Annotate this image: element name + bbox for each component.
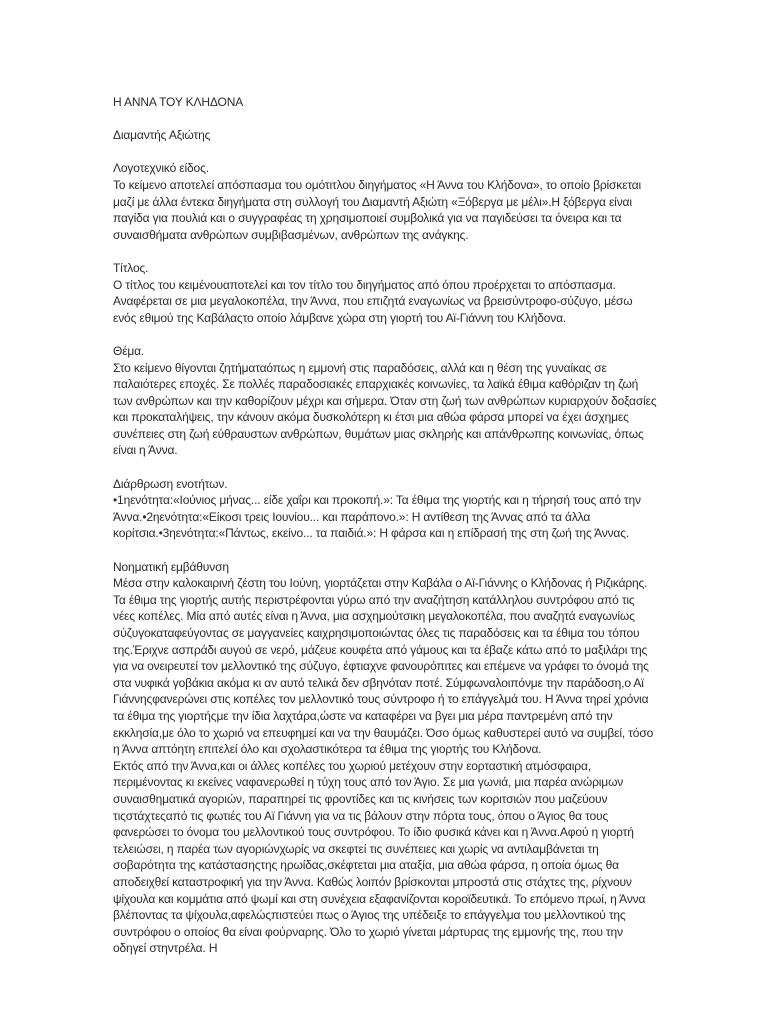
section-heading: Νοηματική εμβάθυνση: [113, 559, 229, 574]
section-heading: Λογοτεχνικό είδος.: [113, 161, 209, 176]
section-paragraph: Το κείμενο αποτελεί απόσπασμα του ομότιτλου διηγήματος «Η Άννα του Κλήδονα», το οποίο βρίσκεται μαζί με άλλα έντεκα διηγήματα στη συλλογή του Διαμαντή Αξιώτη «Ξόβεργα με μέλι».Η ξόβεργα είναι παγίδα για πουλιά και ο συγγραφέας τη χρησιμοποιεί συμβολικά για να παγιδεύσει τα όνειρα και τα συναισθήματα ανθρώπων συμβιβασμένων, ανθρώπων της ανάγκης.: [113, 177, 642, 242]
section-heading: Θέμα.: [113, 343, 145, 358]
section-title: [113, 260, 658, 326]
section-structure: [113, 476, 658, 542]
section-paragraph: •1ηενότητα:«Ιούνιος μήνας... είδε χαΐρι και προκοπή.»: Τα έθιμα της γιορτής και η τήρησή τους από την Άννα.•2ηενότητα:«Είκοσι τρεις Ιουνίου... και παράπονο.»: Η αντίθεση της Άννας από τα άλλα κορίτσια.•3ηενότητα:«Πάντως, εκείνο... τα παιδιά.»: Η φάρσα και η επίδρασή της στη ζωή της Άννας.: [113, 493, 641, 541]
document-title: Η ΑΝΝΑ ΤΟΥ ΚΛΗΔΟΝΑ: [113, 95, 244, 109]
section-heading: Τίτλος.: [113, 260, 149, 275]
section-genre: [113, 160, 658, 243]
section-heading: Διάρθρωση ενοτήτων.: [113, 476, 228, 491]
section-paragraph: Ο τίτλος του κειμένουαποτελεί και τον τίτλο του διηγήματος από όπου προέρχεται το απόσπασμα. Αναφέρεται σε μια μεγαλοκοπέλα, την Άννα, που επιζητά εναγωνίως να βρεισύντροφο-σύζυγο, μέσω ενός εθιμού της Καβάλαςτο οποίο λάμβανε χώρα στη γιορτή του Αϊ-Γιάννη του Κλήδονα.: [113, 277, 633, 325]
document-page: [113, 94, 658, 973]
section-analysis: [113, 559, 658, 957]
author-name: Διαμαντής Αξιώτης: [113, 128, 211, 143]
section-paragraph: Μέσα στην καλοκαιρινή ζέστη του Ιούνη, γιορτάζεται στην Καβάλα ο Αϊ-Γιάννης ο Κλήδονας ή Ριζικάρης. Τα έθιμα της γιορτής αυτής περιστρέφονται γύρω από την αναζήτηση κατάλληλου συντρόφου από τις νέες κοπέλες. Μία από αυτές είναι η Άννα, μια ασχημούτσικη μεγαλοκοπέλα, που αναζητά εναγωνίως σύζυγοκαταφεύγοντας σε μαγγανείες καιχρησιμοποιώντας όλες τις παραδόσεις και τα έθιμα του τόπου της.Έριχνε ασπράδι αυγού σε νερό, μάζευε κουφέτα από γάμους και τα έβαζε κάτω από το μαξιλάρι της για να ονειρευτεί τον μελλοντικό της σύζυγο, έφτιαχνε φανουρόπιτες και επέμενε να γράφει το όνομά της στα νυφικά γοβάκια ακόμα κι αν αυτό τελικά δεν σβηνόταν ποτέ. Σύμφωναλοιπόνμε την παράδοση,ο Αϊ Γιάννηςφανερώνει στις κοπέλες τον μελλοντικό τους σύντροφο ή το επάγγελμά του. Η Άννα τηρεί χρόνια τα έθιμα της γιορτήςμε την ίδια λαχτάρα,ώστε να καταφέρει να βγει μια μέρα παντρεμένη από την εκκλησία,με όλο το χωριό να επευφημεί και να την θαυμάζει. Όσο όμως καθυστερεί αυτό να συμβεί, τόσο η Άννα απτόητη επιτελεί όλο και σχολαστικότερα τα έθιμα της γιορτής του Κλήδονα.: [113, 576, 654, 757]
section-paragraph: Εκτός από την Άννα,και οι άλλες κοπέλες του χωριού μετέχουν στην εορταστική ατμόσφαιρα, περιμένοντας κι εκείνες ναφανερωθεί η τύχη τους από τον Άγιο. Σε μια γωνιά, μια παρέα ανώριμων συναισθηματικά αγοριών, παραπηρεί τις φροντίδες και τις κινήσεις των κοριτσιών που μαζεύουν τιςστάχτεςαπό τις φωτιές του Αϊ Γιάννη για να τις βάλουν στην πόρτα τους, όπου ο Άγιος θα τους φανερώσει το όνομα του μελλοντικού τους συντρόφου. Το ίδιο φυσικά κάνει και η Άννα.Αφού η γιορτή τελειώσει, η παρέα των αγοριώνχωρίς να σκεφτεί τις συνέπειες και χωρίς να αντιλαμβάνεται τη σοβαρότητα της κατάστασηςτης ηρωίδας,σκέφτεται μια αταξία, μια αθώα φάρσα, η οποία όμως θα αποδειχθεί καταστροφική για την Άννα. Καθώς λοιπόν βρίσκονται μπροστά στις στάχτες της, ρίχνουν ψίχουλα και κομμάτια από ψωμί και στη συνέχεια εξαφανίζονται κοροϊδευτικά. Το επόμενο πρωί, η Άννα βλέποντας τα ψίχουλα,αφελώςπιστεύει πως ο Άγιος της υπέδειξε το επάγγελμα του μελλοντικού της συντρόφου ο οποίος θα είναι φούρναρης. Όλο το χωριό γίνεται μάρτυρας της εμμονής της, που την οδηγεί στηντρέλα. Η: [113, 758, 646, 956]
section-paragraph: Στο κείμενο θίγονται ζητήματαόπως η εμμονή στις παραδόσεις, αλλά και η θέση της γυναίκας σε παλαιότερες εποχές. Σε πολλές παραδοσιακές επαρχιακές κοινωνίες, τα λαϊκά έθιμα καθόριζαν τη ζωή των ανθρώπων και την καθορίζουν μέχρι και σήμερα. Όταν στη ζωή των ανθρώπων κυριαρχούν δοξασίες και προκαταλήψεις, την κάνουν ακόμα δυσκολότερη κι έτσι μια αθώα φάρσα μπορεί να έχει άσχημες συνέπειες στη ζωή εύθραυστων ανθρώπων, θυμάτων μιας σκληρής και απάνθρωπης κοινωνίας, όπως είναι η Άννα.: [113, 360, 657, 458]
section-theme: [113, 343, 658, 459]
